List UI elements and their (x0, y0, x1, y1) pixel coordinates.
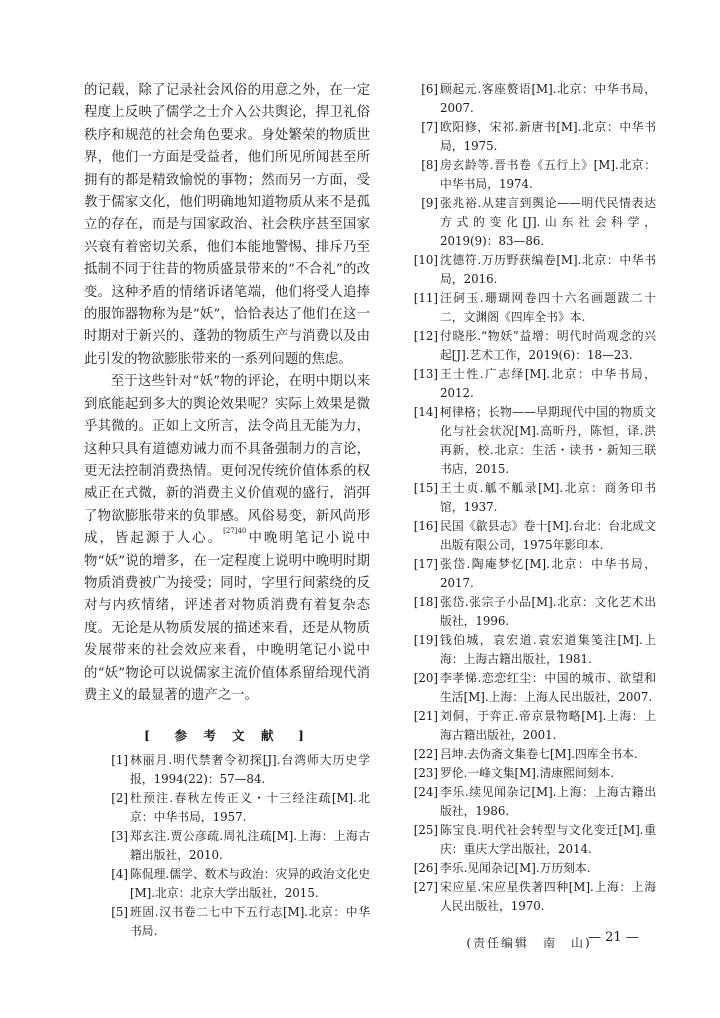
reference-text: 王士性.广志绎[M].北京：中华书局，2012. (440, 367, 656, 400)
reference-number: [8] (421, 158, 438, 172)
body-paragraph-2-text: 至于这些针对“妖”物的评论，在明中期以来到底能起到多大的舆论效果呢？实际上效果是微乎其微的。正如上文所言，法令尚且无能为力，这种只具有道德劝诫力而不具备强制力的言论，更无法控制消费热情。更何况传统价值体系的权威正在式微，新的消费主义价值观的盛行，消弭了物欲膨胀带来的负罪感。风俗易变，新风尚形成，皆起源于人心。 (84, 374, 370, 547)
references-list-right (402, 80, 656, 916)
body-paragraph-2-text-cont: 中晚明笔记小说中物“妖”说的增多，在一定程度上说明中晚明时期物质消费被广为接受；同时，字里行间萦绕的反对与内疚情绪，评述者对物质消费有着复杂态度。无论是从物质发展的描述来看，还是从物质发展带来的社会效应来看，中晚明笔记小说中的“妖”物论可以说儒家主流价值体系留给现代消费主义的最显著的遗产之一。 (84, 531, 371, 703)
reference-text: 陈侃理.儒学、数术与政治：灾异的政治文化史[M].北京：北京大学出版社，2015. (130, 867, 370, 901)
reference-item (402, 517, 656, 555)
reference-number: [9] (421, 196, 438, 210)
reference-item (402, 80, 656, 118)
reference-text: 欧阳修，宋祁.新唐书[M].北京：中华书局，1975. (440, 120, 656, 153)
reference-text: 李孝悌.恋恋红尘：中国的城市、欲望和生活[M].上海：上海人民出版社，2007. (440, 671, 656, 704)
reference-number: [27] (413, 880, 438, 894)
reference-number: [13] (413, 367, 438, 381)
reference-item (402, 403, 656, 479)
reference-number: [1] (111, 753, 128, 768)
reference-item (402, 821, 656, 859)
editor-note: (责任编辑 南 山) (466, 936, 592, 950)
reference-text: 钱伯城，袁宏道.袁宏道集笺注[M].上海：上海古籍出版社，1981. (440, 633, 656, 666)
reference-number: [19] (413, 633, 438, 647)
reference-item (84, 751, 370, 789)
reference-item (402, 327, 656, 365)
reference-number: [4] (111, 867, 128, 882)
reference-item (402, 631, 656, 669)
reference-number: [10] (413, 253, 438, 267)
reference-number: [12] (413, 329, 438, 343)
reference-text: 杜预注.春秋左传正义・十三经注疏[M].北京：中华书局，1957. (130, 791, 370, 825)
reference-text: 柯律格；长物——早期现代中国的物质文化与社会状况[M].高昕丹，陈恒，译.洪再新，校.北京：生活・读书・新知三联书店，2015. (440, 405, 656, 476)
reference-text: 林丽月.明代禁奢令初探[J].台湾师大历史学报，1994(22)：57—84. (130, 753, 370, 787)
citation-marker: [27]40 (223, 527, 247, 536)
reference-number: [23] (413, 766, 438, 780)
reference-number: [21] (413, 709, 438, 723)
reference-text: 顾起元.客座赘语[M].北京：中华书局，2007. (440, 82, 656, 115)
right-column (402, 80, 656, 951)
reference-text: 郑玄注.贾公彦疏.周礼注疏[M].上海：上海古籍出版社，2010. (130, 829, 370, 863)
reference-text: 付晓彤.“物妖”益增：明代时尚观念的兴起[J].艺术工作，2019(6)：18—23. (440, 329, 656, 362)
reference-number: [26] (413, 861, 438, 875)
reference-item (402, 783, 656, 821)
reference-item (84, 789, 370, 827)
reference-number: [3] (111, 829, 128, 844)
reference-item (402, 289, 656, 327)
reference-number: [17] (413, 557, 438, 571)
reference-item (402, 479, 656, 517)
reference-item (402, 593, 656, 631)
reference-item (402, 764, 656, 783)
reference-item (402, 156, 656, 194)
reference-item (402, 194, 656, 251)
reference-number: [6] (421, 82, 438, 96)
reference-number: [24] (413, 785, 438, 799)
reference-text: 汪砢玉.珊瑚网卷四十六名画题跋二十二，文渊阁《四库全书》本. (440, 291, 656, 324)
reference-text: 张岱.张宗子小品[M].北京：文化艺术出版社，1996. (440, 595, 656, 628)
reference-number: [11] (413, 291, 438, 305)
reference-item (402, 118, 656, 156)
reference-text: 吕坤.去伪斋文集卷七[M].四库全书本. (440, 747, 638, 761)
reference-text: 罗伦.一峰文集[M].清康熙间刻本. (440, 766, 615, 780)
reference-text: 李乐.见闻杂记[M].万历刻本. (440, 861, 591, 875)
reference-text: 班固.汉书卷二七中下五行志[M].北京：中华书局. (130, 905, 370, 939)
reference-item (402, 707, 656, 745)
reference-number: [14] (413, 405, 438, 419)
reference-text: 房玄龄等.晋书卷《五行上》[M].北京：中华书局，1974. (440, 158, 656, 191)
reference-number: [15] (413, 481, 438, 495)
page-number: — 21 — (588, 930, 639, 945)
reference-item (402, 251, 656, 289)
reference-text: 陈宝良.明代社会转型与文化变迁[M].重庆：重庆大学出版社，2014. (440, 823, 656, 856)
body-paragraph-1: 的记载，除了记录社会风俗的用意之外，在一定程度上反映了儒学之士介入公共舆论，捍卫礼俗秩序和规范的社会角色要求。身处繁荣的物质世界，他们一方面是受益者，他们所见所闻甚至所拥有的都是精致愉悦的事物；然而另一方面，受教于儒家文化，他们明确地知道物质从来不是孤立的存在，而是与国家政治、社会秩序甚至国家兴衰有着密切关系，他们本能地警惕、排斥乃至抵制不同于往昔的物质盛景带来的“不合礼”的改变。这种矛盾的情绪诉诸笔端，他们将受人追捧的服饰器物称为是“妖”，恰恰表达了他们在这一时期对于新兴的、蓬勃的物质生产与消费以及由此引发的物欲膨胀带来的一系列问题的焦虑。 (84, 83, 370, 367)
reference-text: 刘侗，于弈正.帝京景物略[M].上海：上海古籍出版社，2001. (440, 709, 656, 742)
reference-number: [18] (413, 595, 438, 609)
reference-item (402, 365, 656, 403)
reference-text: 张兆裕.从建言到舆论——明代民情表达方式的变化[J].山东社会科学，2019(9)：83—86. (440, 196, 656, 248)
reference-item (402, 859, 656, 878)
left-column (84, 80, 370, 941)
body-paragraph-2 (84, 371, 370, 707)
reference-number: [25] (413, 823, 438, 837)
reference-number: [2] (111, 791, 128, 806)
reference-number: [22] (413, 747, 438, 761)
reference-text: 李乐.续见闻杂记[M].上海：上海古籍出版社，1986. (440, 785, 656, 818)
reference-text: 民国《歙县志》卷十[M].台北：台北成文出版有限公司，1975年影印本. (440, 519, 656, 552)
reference-number: [7] (421, 120, 438, 134)
reference-text: 张岱.陶庵梦忆[M].北京：中华书局，2017. (440, 557, 656, 590)
reference-text: 沈德符.万历野获编卷[M].北京：中华书局，2016. (440, 253, 656, 286)
reference-number: [16] (413, 519, 438, 533)
reference-number: [20] (413, 671, 438, 685)
reference-item (84, 865, 370, 903)
references-list-left (84, 751, 370, 941)
reference-item (84, 903, 370, 941)
reference-text: 宋应星.宋应星佚著四种[M].上海：上海人民出版社，1970. (440, 880, 656, 913)
reference-number: [5] (111, 905, 128, 920)
reference-item (402, 669, 656, 707)
reference-text: 王士贞.觚不觚录[M].北京：商务印书馆，1937. (440, 481, 656, 514)
reference-item (84, 827, 370, 865)
references-heading: [ 参 考 文 献 ] (144, 728, 310, 744)
reference-item (402, 555, 656, 593)
reference-item (402, 745, 656, 764)
reference-item (402, 878, 656, 916)
